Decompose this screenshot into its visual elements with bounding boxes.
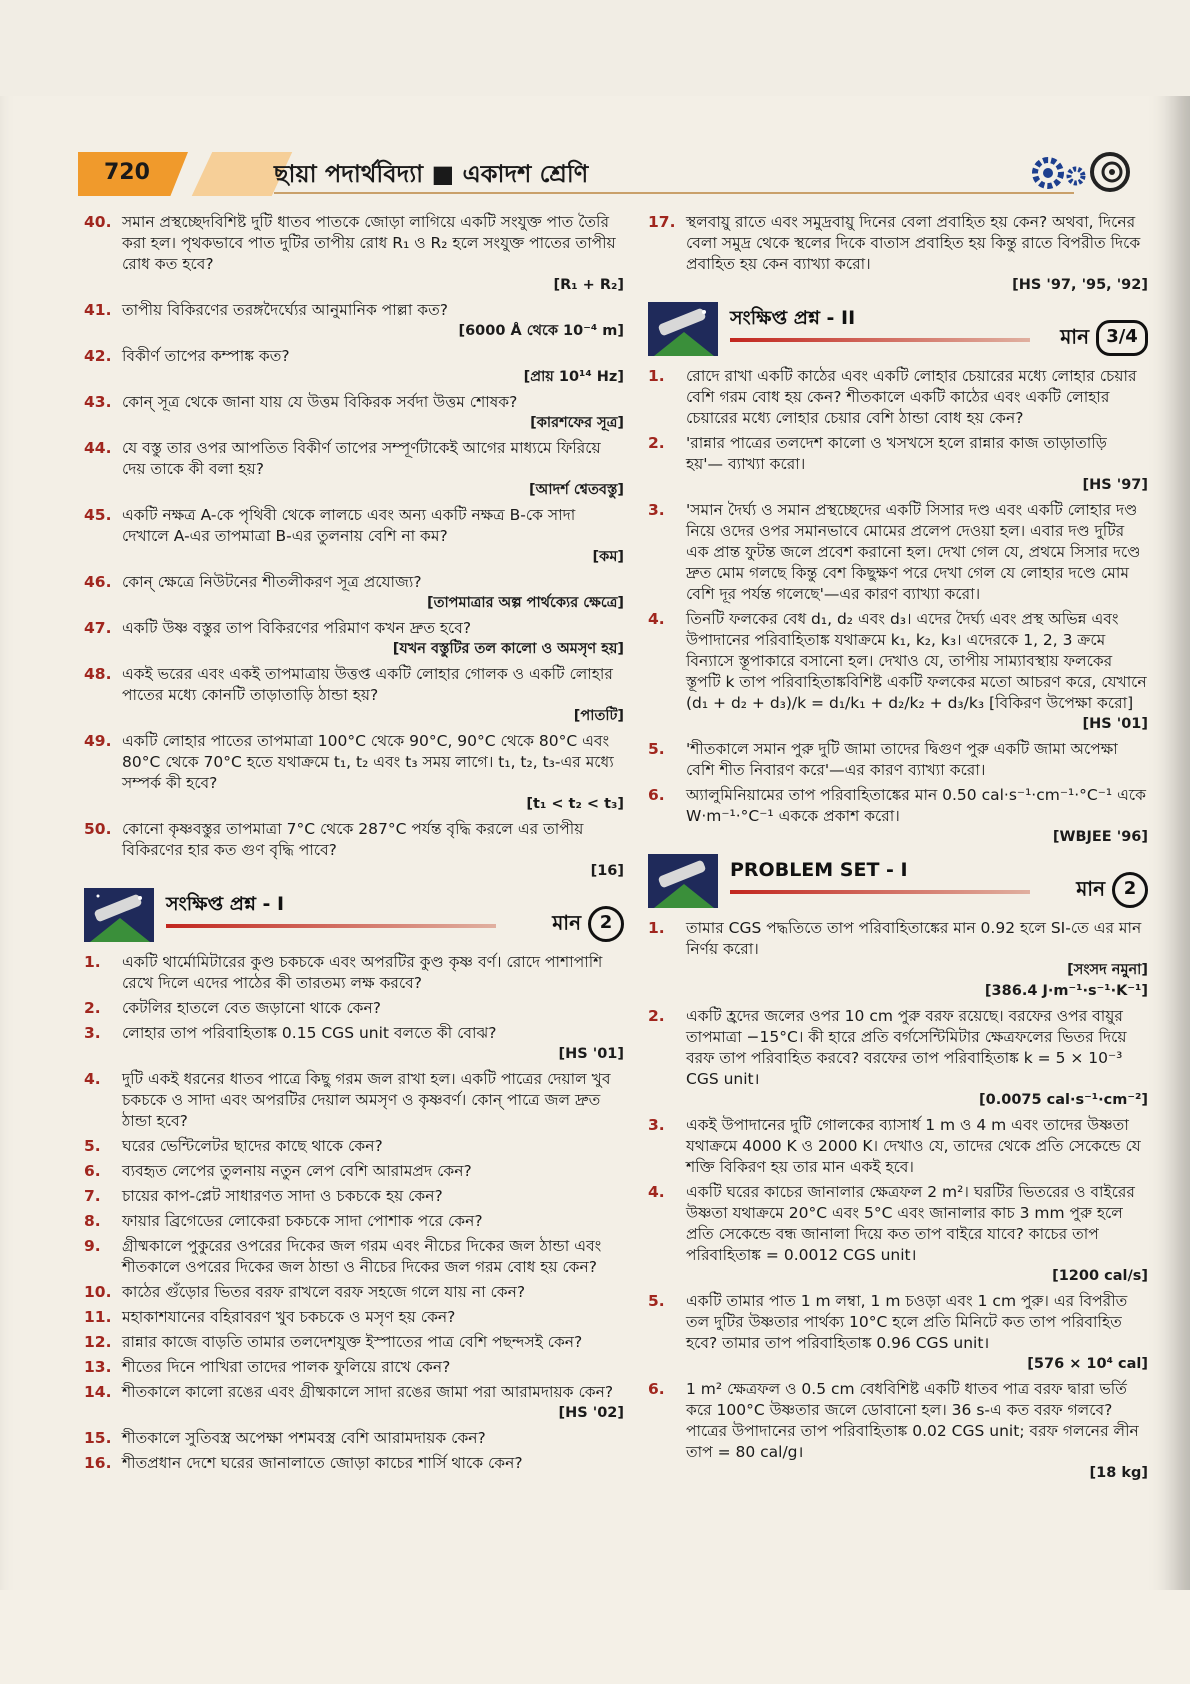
question-tag: [WBJEE '96] [1052,829,1148,845]
question-number: 8. [84,1212,101,1230]
question-body: একটি উষ্ণ বস্তুর তাপ বিকিরণের পরিমাণ কখন দ্রুত হবে? [122,619,472,637]
answer-text: [1200 cal/s] [1052,1268,1148,1284]
question-text [122,998,624,1019]
question-body: একই ভরের এবং একই তাপমাত্রায় উত্তপ্ত একটি লোহার গোলক ও একটি লোহার পাতের মধ্যে কোনটি তাড়াতাড়ি ঠান্ডা হয়? [122,665,613,704]
question-body: ঘরের ভেন্টিলেটর ছাদের কাছে থাকে কেন? [122,1137,383,1155]
answer-text: [কম] [592,549,624,565]
question-body: সমান প্রস্থচ্ছেদবিশিষ্ট দুটি ধাতব পাতকে জোড়া লাগিয়ে একটি সংযুক্ত পাত তৈরি করা হল। পৃথকভাবে পাত দুটির তাপীয় রোধ R₁ ও R₂ হলে সংযুক্ত পাতের তাপীয় রোধ কত হবে? [122,213,616,273]
question-number: 41. [84,301,112,319]
question-number: 14. [84,1383,112,1401]
question-body: 1 m² ক্ষেত্রফল ও 0.5 cm বেধবিশিষ্ট একটি ধাতব পাত্র বরফ দ্বারা ভর্তি করে 100°C উষ্ণতার জলে ডোবানো হল। 36 s-এ কত বরফ গলবে? পাত্রের উপাদানের তাপ পরিবাহিতাঙ্ক 0.02 CGS unit; বরফ গলনের লীন তাপ = 80 cal/g। [686,1380,1139,1461]
telescope-icon [84,888,154,942]
question-number: 7. [84,1187,101,1205]
question-text [122,1453,624,1474]
question-body: একটি থার্মোমিটারের কুণ্ড চকচকে এবং অপরটির কুণ্ড কৃষ্ণ বর্ণ। রোদে পাশাপাশি রেখে দিলে এদের পাঠের কী তারতম্য লক্ষ করবে? [122,953,603,992]
question-item [84,1357,624,1378]
book-title: ছায়া পদার্থবিদ্যা ■ একাদশ শ্রেণি [274,160,589,188]
short-questions-1-list [84,952,624,1474]
question-item [648,609,1148,735]
question-item [84,346,624,388]
gear-brain-icon [1028,148,1138,198]
question-body: ব্যবহৃত লেপের তুলনায় নতুন লেপ বেশি আরামপ্রদ কেন? [122,1162,472,1180]
question-number: 49. [84,732,112,750]
answer-text: [t₁ < t₂ < t₃] [526,796,624,812]
question-item [84,952,624,994]
question-item [84,300,624,342]
question-body: রোদে রাখা একটি কাঠের এবং একটি লোহার চেয়ারের মধ্যে লোহার চেয়ার বেশি গরম বোধ হয় কেন? শীতকালে একটি কাঠের এবং একটি লোহার চেয়ারের মধ্যে লোহার চেয়ার বেশি ঠান্ডা বোধ হয় কেন? [686,367,1137,427]
question-body: একটি ঘরের কাচের জানালার ক্ষেত্রফল 2 m²। ঘরটির ভিতরের ও বাইরের উষ্ণতা যথাক্রমে 20°C এবং 5°C এবং জানালার কাচ 3 mm পুরু হলে প্রতি সেকেন্ডে বন্ধ জানালা দিয়ে কত তাপ বাইরে যাবে? কাচের তাপ পরিবাহিতাঙ্ক = 0.0012 CGS unit। [686,1183,1135,1264]
question-text [122,731,624,815]
question-text [122,1023,624,1065]
question-number: 6. [648,786,665,804]
answer-text: [আদর্শ শ্বেতবস্তু] [529,482,624,498]
question-number: 10. [84,1283,112,1301]
question-body: শীতকালে সুতিবস্ত্র অপেক্ষা পশমবস্ত্র বেশি আরামদায়ক কেন? [122,1429,486,1447]
question-body: 'রান্নার পাত্রের তলদেশ কালো ও খসখসে হলে রান্নার কাজ তাড়াতাড়ি হয়'— ব্যাখ্যা করো। [686,434,1107,473]
question-number: 3. [648,1116,665,1134]
answer-text: [R₁ + R₂] [553,277,624,293]
question-item [84,212,624,296]
answer-text: [প্রায় 10¹⁴ Hz] [523,369,624,385]
question-text [686,918,1148,1002]
question-number: 45. [84,506,112,524]
question-item [84,819,624,882]
section-short-questions-2 [648,302,1148,358]
question-text [122,664,624,727]
question-text [122,1186,624,1207]
question-body: 'সমান দৈর্ঘ্য ও সমান প্রস্থচ্ছেদের একটি সিসার দণ্ড এবং একটি লোহার দণ্ড নিয়ে ওদের ওপর সমানভাবে মোমের প্রলেপ দেওয়া হল। এবার দণ্ড দুটির এক প্রান্ত ফুটন্ত জলে প্রবেশ করানো হল। দেখা গেল যে, প্রথমে সিসার দণ্ডে দ্রুত মোম গলছে কিন্তু বেশ কিছুক্ষণ পরে দেখা গেল যে লোহার দণ্ডে মোম বেশি দূর পর্যন্ত গলেছে'—এর কারণ ব্যাখ্যা করো। [686,501,1141,603]
question-item [648,366,1148,429]
question-body: তামার CGS পদ্ধতিতে তাপ পরিবাহিতাঙ্কের মান 0.92 হলে SI-তে এর মান নির্ণয় করো। [686,919,1142,958]
question-item [84,1307,624,1328]
section-short-questions-1 [84,888,624,944]
answer-text: [18 kg] [1089,1465,1148,1481]
question-body: কোন্ সূত্র থেকে জানা যায় যে উত্তম বিকিরক সর্বদা উত্তম শোষক? [122,393,518,411]
question-item [648,500,1148,605]
question-item [84,618,624,660]
question-number: 44. [84,439,112,457]
question-number: 13. [84,1358,112,1376]
question-tag: [সংসদ নমুনা] [1067,962,1148,978]
question-text [686,1006,1148,1111]
question-text [686,212,1148,296]
question-number: 6. [84,1162,101,1180]
question-body: একটি তামার পাত 1 m লম্বা, 1 m চওড়া এবং 1 cm পুরু। এর বিপরীত তল দুটির উষ্ণতার পার্থক্য 10°C হলে প্রতি মিনিটে কত তাপ পরিবাহিত হবে? তামার তাপ পরিবাহিতাঙ্ক 0.96 CGS unit। [686,1292,1128,1352]
question-item [84,1236,624,1278]
question-number: 42. [84,347,112,365]
question-body: একটি হ্রদের জলের ওপর 10 cm পুরু বরফ রয়েছে। বরফের ওপর বায়ুর তাপমাত্রা −15°C। কী হারে প্রতি বর্গসেন্টিমিটার ক্ষেত্রফলের ভিতর দিয়ে বরফ তাপ পরিবাহিত করবে? বরফের তাপ পরিবাহিতাঙ্ক k = 5 × 10⁻³ CGS unit। [686,1007,1127,1088]
question-item [84,998,624,1019]
question-text [686,500,1148,605]
question-item [84,1428,624,1449]
mark-label: মান [1060,324,1090,349]
question-text [122,300,624,342]
mark-value: 3/4 [1096,320,1148,356]
mark-value: 2 [1112,872,1148,908]
question-body: ফায়ার ব্রিগেডের লোকেরা চকচকে সাদা পোশাক পরে কেন? [122,1212,483,1230]
question-text [686,366,1148,429]
question-text [122,212,624,296]
question-body: একটি নক্ষত্র A-কে পৃথিবী থেকে লালচে এবং অন্য একটি নক্ষত্র B-কে সাদা দেখালে A-এর তাপমাত্রা B-এর তুলনায় বেশি না কম? [122,506,576,545]
page-bottom-margin [0,1590,1190,1684]
question-number: 1. [648,367,665,385]
question-text [686,1182,1148,1287]
question-item [84,1332,624,1353]
question-text [122,1236,624,1278]
question-number: 4. [84,1070,101,1088]
answer-text: [576 × 10⁴ cal] [1027,1356,1148,1372]
question-body: কোনো কৃষ্ণবস্তুর তাপমাত্রা 7°C থেকে 287°C পর্যন্ত বৃদ্ধি করলে এর তাপীয় বিকিরণের হার কত গুণ বৃদ্ধি পাবে? [122,820,584,859]
question-body: দুটি একই ধরনের ধাতব পাত্রে কিছু গরম জল রাখা হল। একটি পাত্রের দেয়াল খুব চকচকে ও সাদা এবং অপরটির দেয়াল অমসৃণ ও কৃষ্ণবর্ণ। কোন্ পাত্রে জল দ্রুত ঠান্ডা হবে? [122,1070,611,1130]
question-item [84,505,624,568]
question-text [122,392,624,434]
question-body: 'শীতকালে সমান পুরু দুটি জামা তাদের দ্বিগুণ পুরু একটি জামা অপেক্ষা বেশি শীত নিবারণ করে'—এর কারণ ব্যাখ্যা করো। [686,740,1118,779]
question-item [648,1182,1148,1287]
section-mark [552,906,624,942]
question-item [84,1282,624,1303]
question-body: কাঠের গুঁড়োর ভিতর বরফ রাখলে বরফ সহজে গলে যায় না কেন? [122,1283,526,1301]
question-text [122,572,624,614]
answer-text: [যখন বস্তুটির তল কালো ও অমসৃণ হয়] [392,641,624,657]
page-header [78,148,1138,198]
question-number: 16. [84,1454,112,1472]
telescope-icon [648,302,718,356]
question-item [648,212,1148,296]
question-item [84,1186,624,1207]
question-text [122,1136,624,1157]
question-item [84,572,624,614]
question-text [122,618,624,660]
question-text [122,505,624,568]
question-text [686,609,1148,735]
left-column [84,212,624,1478]
question-body: কোন্ ক্ষেত্রে নিউটনের শীতলীকরণ সূত্র প্রযোজ্য? [122,573,422,591]
section-bar [730,338,1030,342]
question-number: 5. [84,1137,101,1155]
question-item [84,664,624,727]
question-number: 6. [648,1380,665,1398]
section-bar [166,924,496,928]
answer-text: [16] [590,863,624,879]
answer-text: [386.4 J·m⁻¹·s⁻¹·K⁻¹] [984,983,1148,999]
header-rule [274,192,1074,194]
section-title: সংক্ষিপ্ত প্রশ্ন - I [166,893,285,915]
right-column [648,212,1148,1488]
question-body: যে বস্তু তার ওপর আপতিত বিকীর্ণ তাপের সম্পূর্ণটাকেই আগের মাধ্যমে ফিরিয়ে দেয় তাকে কী বলা হয়? [122,439,601,478]
answer-text: [6000 Å থেকে 10⁻⁴ m] [458,323,624,339]
section-title: সংক্ষিপ্ত প্রশ্ন - II [730,307,856,329]
question-body: একটি লোহার পাতের তাপমাত্রা 100°C থেকে 90°C, 90°C থেকে 80°C এবং 80°C থেকে 70°C হতে যথাক্রমে t₁, t₂ এবং t₃ সময় লাগে। t₁, t₂, t₃-এর মধ্যে সম্পর্ক কী হবে? [122,732,614,792]
question-tag: [HS '97] [1082,477,1148,493]
question-item [648,1115,1148,1178]
question-number: 43. [84,393,112,411]
question-number: 12. [84,1333,112,1351]
question-item [84,1211,624,1232]
mark-value: 2 [588,906,624,942]
question-item [84,1069,624,1132]
question-text [686,739,1148,781]
short-questions-2-list [648,366,1148,848]
question-text [122,438,624,501]
question-number: 47. [84,619,112,637]
question-body: তাপীয় বিকিরণের তরঙ্গদৈর্ঘ্যের আনুমানিক পাল্লা কত? [122,301,448,319]
question-text [122,1332,624,1353]
question-number: 3. [84,1024,101,1042]
question-item [84,392,624,434]
question-item [84,1136,624,1157]
question-number: 15. [84,1429,112,1447]
question-number: 4. [648,610,665,628]
answer-text: [পাতটি] [573,708,624,724]
question-text [122,1282,624,1303]
question-number: 5. [648,740,665,758]
question-tag: [HS '97, '95, '92] [1012,277,1148,293]
question-text [122,1307,624,1328]
question-item [84,438,624,501]
section-title: PROBLEM SET - I [730,859,908,881]
question-item [84,1161,624,1182]
question-body: তিনটি ফলকের বেধ d₁, d₂ এবং d₃। এদের দৈর্ঘ্য এবং প্রস্থ অভিন্ন এবং উপাদানের পরিবাহিতাঙ্ক যথাক্রমে k₁, k₂, k₃। এদেরকে 1, 2, 3 ক্রমে বিন্যাসে স্তূপাকারে বসানো হল। দেখাও যে, তাপীয় সাম্যাবস্থায় ফলকের স্তূপটি k তাপ পরিবাহিতাঙ্কবিশিষ্ট একটি ফলকের মতো আচরণ করে, যেখানে (d₁ + d₂ + d₃)/k = d₁/k₁ + d₂/k₂ + d₃/k₃ [বিকিরণ উপেক্ষা করো] [686,610,1147,712]
question-body: শীতের দিনে পাখিরা তাদের পালক ফুলিয়ে রাখে কেন? [122,1358,451,1376]
question-text [122,1211,624,1232]
question-text [122,819,624,882]
question-number: 4. [648,1183,665,1201]
question-number: 2. [84,999,101,1017]
question-text [686,1291,1148,1375]
question-item [648,785,1148,848]
question-body: স্থলবায়ু রাতে এবং সমুদ্রবায়ু দিনের বেলা প্রবাহিত হয় কেন? অথবা, দিনের বেলা সমুদ্র থেকে স্থলের দিকে বাতাস প্রবাহিত হয় কিন্তু রাতে বিপরীত দিকে প্রবাহিত হয় কেন ব্যাখ্যা করো। [686,213,1141,273]
question-number: 5. [648,1292,665,1310]
question-text [122,1382,624,1424]
question-body: শীতপ্রধান দেশে ঘরের জানালাতে জোড়া কাচের শার্সি থাকে কেন? [122,1454,523,1472]
question-item [648,433,1148,496]
question-item [84,1382,624,1424]
question-text [686,1115,1148,1178]
question-body: বিকীর্ণ তাপের কম্পাঙ্ক কত? [122,347,290,365]
problem-set-list [648,918,1148,1484]
question-item [648,918,1148,1002]
section-problem-set [648,854,1148,910]
question-text [122,1428,624,1449]
question-number: 48. [84,665,112,683]
question-body: মহাকাশযানের বহিরাবরণ খুব চকচকে ও মসৃণ হয় কেন? [122,1308,456,1326]
mark-label: মান [1076,876,1106,901]
question-item [84,731,624,815]
question-tag: [HS '01] [558,1046,624,1062]
question-text [686,1379,1148,1484]
question-number: 9. [84,1237,101,1255]
question-number: 2. [648,1007,665,1025]
question-number: 11. [84,1308,112,1326]
section-mark [1060,320,1148,356]
question-body: রান্নার কাজে বাড়তি তামার তলদেশযুক্ত ইস্পাতের পাত্র বেশি পছন্দসই কেন? [122,1333,583,1351]
question-number: 17. [648,213,676,231]
question-item [84,1453,624,1474]
question-body: একই উপাদানের দুটি গোলকের ব্যাসার্ধ 1 m ও 4 m এবং তাদের উষ্ণতা যথাক্রমে 4000 K ও 2000 K। দেখাও যে, তাদের থেকে প্রতি সেকেন্ডে যে শক্তি বিকিরণ হয় তার মান একই হবে। [686,1116,1141,1176]
section-mark [1076,872,1148,908]
page-number: 720 [104,160,150,185]
section-bar [730,890,1030,894]
question-text [122,346,624,388]
question-item [648,1379,1148,1484]
question-text [686,785,1148,848]
question-item [648,1006,1148,1111]
question-text [122,1069,624,1132]
question-body: শীতকালে কালো রঙের এবং গ্রীষ্মকালে সাদা রঙের জামা পরা আরামদায়ক কেন? [122,1383,614,1401]
question-body: কেটলির হাতলে বেত জড়ানো থাকে কেন? [122,999,381,1017]
page-top-margin [0,0,1190,96]
question-body: লোহার তাপ পরিবাহিতাঙ্ক 0.15 CGS unit বলতে কী বোঝ? [122,1024,497,1042]
question-number: 40. [84,213,112,231]
question-item [648,739,1148,781]
question-number: 1. [84,953,101,971]
question-item [648,1291,1148,1375]
telescope-icon [648,854,718,908]
question-text [122,952,624,994]
mark-label: মান [552,910,582,935]
question-body: অ্যালুমিনিয়ামের তাপ পরিবাহিতাঙ্কের মান 0.50 cal·s⁻¹·cm⁻¹·°C⁻¹ একে W·m⁻¹·°C⁻¹ এককে প্রকাশ করো। [686,786,1146,825]
question-number: 1. [648,919,665,937]
question-text [122,1161,624,1182]
question-number: 2. [648,434,665,452]
answer-text: [0.0075 cal·s⁻¹·cm⁻²] [979,1092,1148,1108]
question-body: চায়ের কাপ-প্লেট সাধারণত সাদা ও চকচকে হয় কেন? [122,1187,443,1205]
answer-text: [কারশফের সূত্র] [530,415,624,431]
question-item [84,1023,624,1065]
question-number: 46. [84,573,112,591]
question-text [686,433,1148,496]
question-body: গ্রীষ্মকালে পুকুরের ওপরের দিকের জল গরম এবং নীচের দিকের জল ঠান্ডা এবং শীতকালে ওপরের দিকের জল ঠান্ডা ও নীচের দিকের জল গরম বোধ হয় কেন? [122,1237,602,1276]
question-number: 50. [84,820,112,838]
question-tag: [HS '02] [558,1405,624,1421]
question-text [122,1357,624,1378]
question-number: 3. [648,501,665,519]
short-answer-list [84,212,624,882]
question-tag: [HS '01] [1082,716,1148,732]
answer-text: [তাপমাত্রার অল্প পার্থক্যের ক্ষেত্রে] [426,595,624,611]
